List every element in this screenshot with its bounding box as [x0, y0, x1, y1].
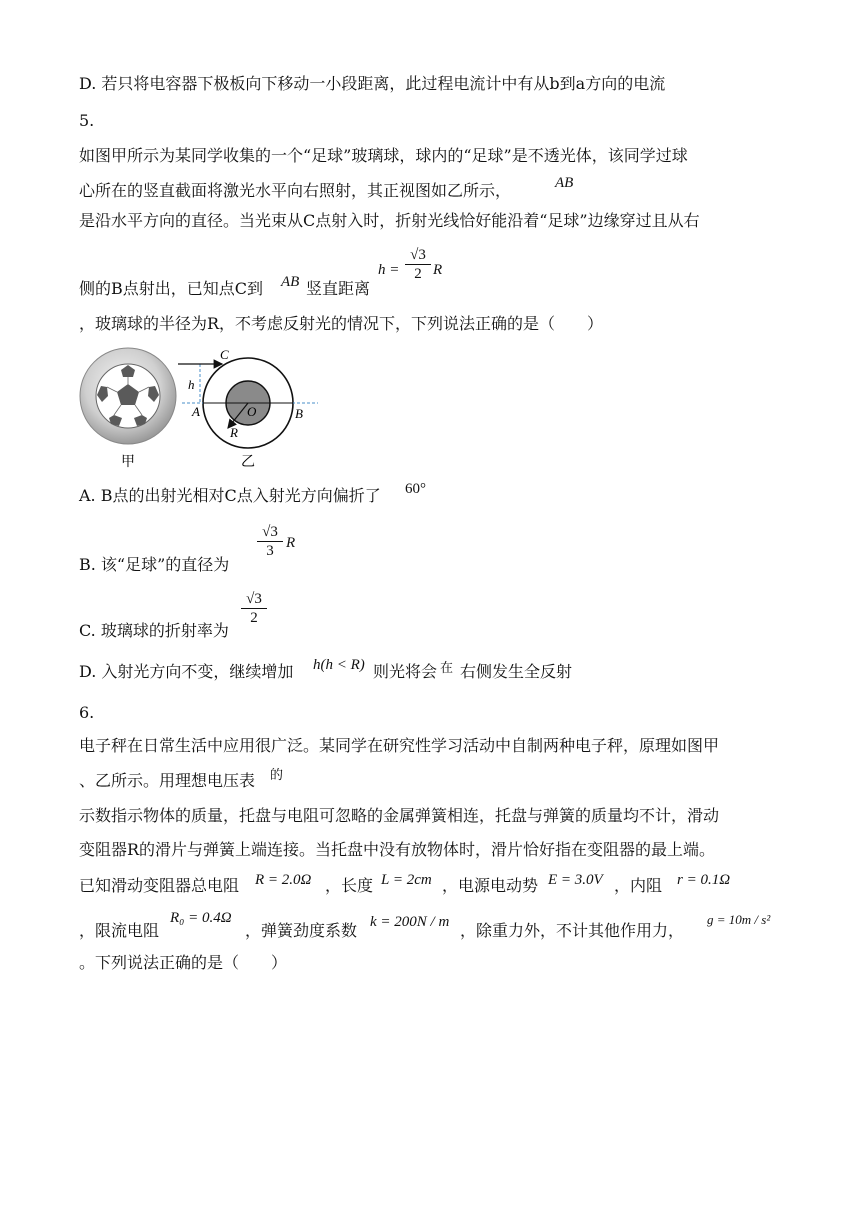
glass-ball-illustration [80, 348, 176, 444]
q5-stem-line4: 侧的B点射出，已知点C到 [79, 279, 264, 298]
fig-label-C: C [220, 347, 229, 362]
q5-option-b: B. 该“足球”的直径为 [79, 555, 230, 574]
q5-ab-label-1: AB [555, 175, 574, 191]
q6-math-g: g = 10m / s² [707, 912, 771, 927]
fig-label-B: B [295, 406, 303, 421]
q5-option-c-den: 2 [250, 610, 258, 626]
q5-option-a-angle: 60° [405, 481, 426, 497]
q4-option-d: D. 若只将电容器下极板向下移动一小段距离，此过程电流计中有从b到a方向的电流 [79, 74, 666, 93]
q6-line5c: ，电源电动势 [442, 876, 539, 895]
q5-option-c-num: √3 [241, 590, 267, 609]
q5-stem-line5: ，玻璃球的半径为R，不考虑反射光的情况下，下列说法正确的是（ ） [79, 314, 604, 333]
q5-option-b-fraction [257, 523, 283, 560]
q5-h-eq: h = [378, 262, 400, 278]
q5-h-R: R [433, 262, 443, 278]
q6-line3: 示数指示物体的质量，托盘与电阻可忽略的金属弹簧相连，托盘与弹簧的质量均不计，滑动 [79, 806, 720, 825]
q5-option-a: A. B点的出射光相对C点入射光方向偏折了 [79, 486, 381, 505]
q6-line1: 电子秤在日常生活中应用很广泛。某同学在研究性学习活动中自制两种电子秤，原理如图甲 [79, 736, 720, 755]
q5-option-b-R: R [286, 535, 296, 551]
q6-line6c: ，除重力外，不计其他作用力， [460, 921, 685, 940]
q5-option-d-math: h(h < R) [313, 657, 365, 673]
fig-label-h: h [188, 377, 195, 392]
q6-math-R: R = 2.0Ω [255, 872, 312, 888]
q5-stem-line1: 如图甲所示为某同学收集的一个“足球”玻璃球，球内的“足球”是不透光体，该同学过球 [79, 146, 688, 165]
q5-figure [70, 340, 330, 475]
q5-number: 5. [79, 111, 95, 130]
q6-math-E: E = 3.0V [548, 872, 603, 888]
q6-math-R0: R₀ = 0.4Ω [170, 910, 232, 926]
q5-option-d-text: 则光将会 [373, 662, 438, 681]
q5-ab-label-2: AB [281, 274, 300, 290]
q6-line5: 已知滑动变阻器总电阻 [79, 876, 240, 895]
q6-line4: 变阻器R的滑片与弹簧上端连接。当托盘中没有放物体时，滑片恰好指在变阻器的最上端。 [79, 840, 716, 859]
q6-line6b: ，弹簧劲度系数 [245, 921, 358, 940]
q6-line2: 、乙所示。用理想电压表 [79, 771, 256, 790]
q6-math-k: k = 200N / m [370, 914, 450, 930]
q5-option-b-num: √3 [257, 523, 283, 542]
q5-stem-line2: 心所在的竖直截面将激光水平向右照射，其正视图如乙所示， [79, 181, 512, 200]
q5-option-d: D. 入射光方向不变，继续增加 [79, 662, 294, 681]
fig-label-jia: 甲 [121, 455, 135, 470]
q6-line7: 。下列说法正确的是（ ） [79, 953, 288, 972]
q5-h-fraction [405, 246, 431, 283]
fig-label-A: A [192, 404, 200, 419]
fig-label-yi: 乙 [241, 455, 255, 470]
q6-math-L: L = 2cm [381, 872, 432, 888]
q5-option-d-end: 右侧发生全反射 [460, 662, 573, 681]
fig-label-R: R [230, 425, 238, 440]
q5-option-b-den: 3 [266, 543, 274, 559]
cross-section-diagram [178, 358, 318, 448]
q5-stem-line3: 是沿水平方向的直径。当光束从C点射入时，折射光线恰好能沿着“足球”边缘穿过且从右 [79, 211, 700, 230]
q5-option-c: C. 玻璃球的折射率为 [79, 621, 229, 640]
q6-math-r: r = 0.1Ω [677, 872, 731, 888]
q6-line5d: ，内阻 [614, 876, 663, 895]
q5-h-num: √3 [405, 246, 431, 265]
q5-stem-line4b: 竖直距离 [306, 279, 371, 298]
q6-number: 6. [79, 703, 95, 722]
q6-line5b: ，长度 [325, 876, 374, 895]
fig-label-O: O [247, 404, 257, 419]
q5-option-d-small: 在 [440, 660, 454, 675]
q5-option-c-fraction [241, 590, 267, 627]
q5-h-den: 2 [414, 266, 422, 282]
q6-line2-small: 的 [270, 767, 284, 782]
q6-line6: ，限流电阻 [79, 921, 160, 940]
